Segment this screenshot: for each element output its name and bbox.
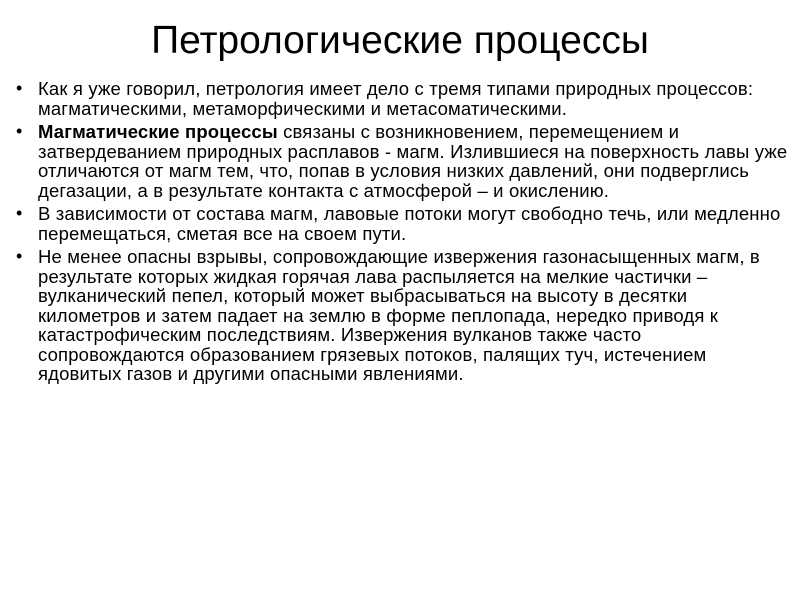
bullet-text: В зависимости от состава магм, лавовые потоки могут свободно течь, или медленно перемещаться, сметая все на своем пути. [38,203,781,244]
bullet-marker: • [16,203,23,223]
bullet-item [14,122,788,200]
bullet-text: Не менее опасны взрывы, сопровождающие извержения газонасыщенных магм, в результате которых жидкая горячая лава распыляется на мелкие частички – вулканический пепел, который может выбрасываться на высоту в десятки километров и затем падает на землю в форме пеплопада, нередко приводя к катастрофическим последствиям. Извержения вулканов также часто сопровождаются образованием грязевых потоков, палящих туч, истечением ядовитых газов и другими опасными явлениями. [38,246,760,384]
bullet-marker: • [16,246,23,266]
bullet-text: связаны с возникновением, перемещением и затвердеванием природных расплавов - магм. Излившиеся на поверхность лавы уже отличаются от магм тем, что, попав в условия низких давлений, они подверглись дегазации, а в результате контакта с атмосферой – и окислению. [38,121,788,201]
bullet-item [14,247,788,384]
bullet-item [14,79,788,118]
bullet-lead-term: Магматические процессы [38,121,278,142]
bullet-item [14,204,788,243]
bullet-marker: • [16,121,23,141]
bullet-list [14,79,788,388]
bullet-text: Как я уже говорил, петрология имеет дело с тремя типами природных процессов: магматическими, метаморфическими и метасоматическими. [38,78,754,119]
bullet-marker: • [16,78,23,98]
slide-title: Петрологические процессы [151,19,649,62]
